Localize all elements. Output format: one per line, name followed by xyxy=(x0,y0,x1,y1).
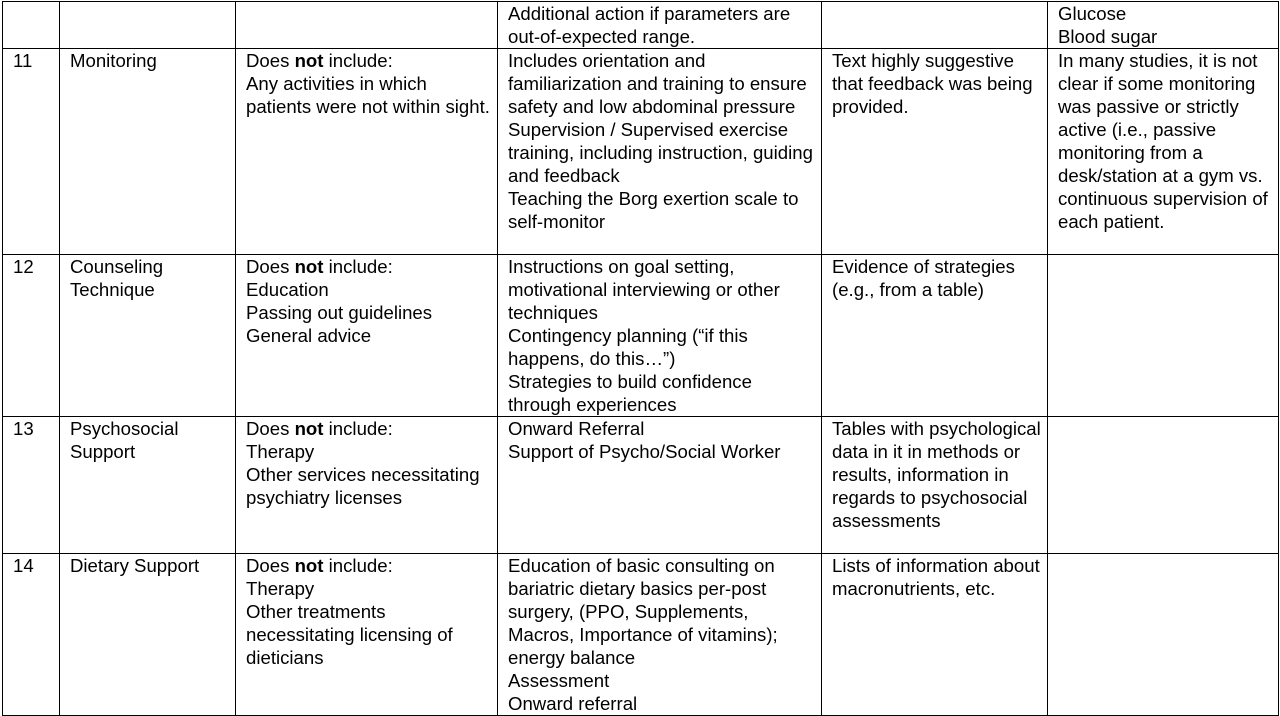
evidence-cell xyxy=(822,417,1048,554)
exclusion-item: Therapy xyxy=(246,578,315,599)
row-number: 12 xyxy=(13,256,34,277)
evidence-cell xyxy=(822,49,1048,255)
row-number-cell xyxy=(3,2,60,49)
component-name: Psychosocial Support xyxy=(70,418,179,462)
row-number: 11 xyxy=(13,50,33,71)
notes-cell xyxy=(1048,255,1279,417)
evidence-cell xyxy=(822,554,1048,716)
exclusion-heading-emphasis: not xyxy=(294,256,324,277)
criteria-table-body xyxy=(3,2,1279,716)
exclusion-item: Education xyxy=(246,279,329,300)
inclusion-item: Teaching the Borg exertion scale to self-monitor xyxy=(508,188,799,232)
criteria-table xyxy=(2,1,1279,716)
row-number-cell xyxy=(3,417,60,554)
component-name: Dietary Support xyxy=(70,555,200,576)
exclusion-item: Any activities in which patients were not within sight. xyxy=(246,73,490,117)
inclusion-cell xyxy=(498,255,822,417)
row-number-cell xyxy=(3,255,60,417)
row-number: 14 xyxy=(13,555,34,576)
exclusion-cell xyxy=(236,554,498,716)
component-name-cell xyxy=(60,255,236,417)
exclusion-heading xyxy=(246,417,491,440)
inclusion-item: Assessment xyxy=(508,670,610,691)
exclusion-heading-suffix: include: xyxy=(323,555,393,576)
table-row xyxy=(3,255,1279,417)
inclusion-item: Onward referral xyxy=(508,693,638,714)
evidence-item: Tables with psychological data in it in methods or results, information in regards to psychosocial assessments xyxy=(832,418,1041,531)
evidence-cell xyxy=(822,2,1048,49)
row-number: 13 xyxy=(13,418,34,439)
component-name-cell xyxy=(60,49,236,255)
evidence-cell xyxy=(822,255,1048,417)
exclusion-heading xyxy=(246,554,491,577)
exclusion-heading-emphasis: not xyxy=(294,418,324,439)
exclusion-heading-suffix: include: xyxy=(323,50,393,71)
exclusion-heading-emphasis: not xyxy=(294,50,324,71)
exclusion-heading-prefix: Does xyxy=(246,555,295,576)
exclusion-item: Therapy xyxy=(246,441,315,462)
exclusion-heading-emphasis: not xyxy=(294,555,324,576)
exclusion-heading-prefix: Does xyxy=(246,256,295,277)
inclusion-item: Additional action if parameters are out-of-expected range. xyxy=(508,3,791,47)
exclusion-heading xyxy=(246,255,491,278)
component-name-cell xyxy=(60,2,236,49)
notes-cell xyxy=(1048,2,1279,49)
exclusion-item: General advice xyxy=(246,325,372,346)
exclusion-item: Other treatments necessitating licensing of dieticians xyxy=(246,601,453,668)
inclusion-item: Instructions on goal setting, motivational interviewing or other techniques xyxy=(508,256,780,323)
exclusion-cell xyxy=(236,2,498,49)
exclusion-item: Other services necessitating psychiatry licenses xyxy=(246,464,480,508)
exclusion-heading-prefix: Does xyxy=(246,418,295,439)
row-number-cell xyxy=(3,49,60,255)
row-number-cell xyxy=(3,554,60,716)
exclusion-heading-prefix: Does xyxy=(246,50,295,71)
component-name: Counseling Technique xyxy=(70,256,164,300)
inclusion-cell xyxy=(498,2,822,49)
inclusion-item: Education of basic consulting on bariatric dietary basics per-post surgery, (PPO, Supplements, Macros, Importance of vitamins); energy balance xyxy=(508,555,778,668)
notes-cell xyxy=(1048,554,1279,716)
exclusion-item: Passing out guidelines xyxy=(246,302,433,323)
note-item: Glucose xyxy=(1058,3,1127,24)
inclusion-item: Includes orientation and familiarization and training to ensure safety and low abdominal pressure xyxy=(508,50,807,117)
exclusion-cell xyxy=(236,255,498,417)
component-name-cell xyxy=(60,554,236,716)
inclusion-cell xyxy=(498,417,822,554)
inclusion-cell xyxy=(498,554,822,716)
table-row xyxy=(3,49,1279,255)
exclusion-cell xyxy=(236,417,498,554)
note-item: Blood sugar xyxy=(1058,26,1158,47)
table-row xyxy=(3,554,1279,716)
table-row xyxy=(3,417,1279,554)
component-name: Monitoring xyxy=(70,50,157,71)
exclusion-cell xyxy=(236,49,498,255)
exclusion-heading-suffix: include: xyxy=(323,418,393,439)
inclusion-cell xyxy=(498,49,822,255)
notes-cell xyxy=(1048,417,1279,554)
component-name-cell xyxy=(60,417,236,554)
notes-cell xyxy=(1048,49,1279,255)
inclusion-item: Supervision / Supervised exercise training, including instruction, guiding and feedback xyxy=(508,119,813,186)
table-row xyxy=(3,2,1279,49)
evidence-item: Evidence of strategies (e.g., from a table) xyxy=(832,256,1015,300)
inclusion-item: Contingency planning (“if this happens, do this…”) xyxy=(508,325,748,369)
exclusion-heading xyxy=(246,49,491,72)
note-item: In many studies, it is not clear if some monitoring was passive or strictly active (i.e., passive monitoring from a desk/station at a gym vs. continuous supervision of each patient. xyxy=(1058,50,1268,232)
inclusion-item: Onward Referral xyxy=(508,418,645,439)
evidence-item: Lists of information about macronutrients, etc. xyxy=(832,555,1040,599)
inclusion-item: Support of Psycho/Social Worker xyxy=(508,441,781,462)
evidence-item: Text highly suggestive that feedback was being provided. xyxy=(832,50,1033,117)
inclusion-item: Strategies to build confidence through experiences xyxy=(508,371,752,415)
exclusion-heading-suffix: include: xyxy=(323,256,393,277)
